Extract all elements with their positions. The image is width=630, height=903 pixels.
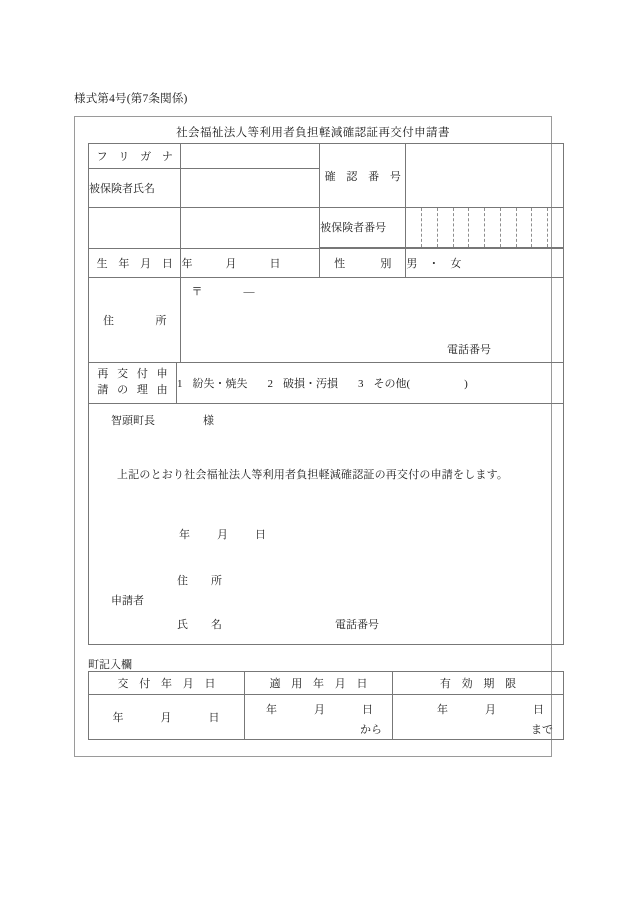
insured-number-digit-cell[interactable] (548, 208, 563, 247)
town-section-label: 町記入欄 (88, 659, 132, 671)
birthdate-value: 年 月 日 (181, 258, 281, 270)
apply-date-value: 年 月 日 (266, 704, 374, 716)
reason-option-1-label[interactable]: 紛失・焼失 (192, 378, 248, 390)
reason-label-line1: 再 交 付 申 (97, 368, 171, 381)
reason-label-line2: 請 の 理 由 (97, 384, 171, 396)
table-row (89, 363, 564, 404)
insured-number-digit-cell[interactable] (485, 208, 501, 247)
addressee-name: 智頭町長 (111, 415, 155, 427)
applicant-phone-label: 電話番号 (335, 619, 379, 631)
addressee-honorific: 様 (203, 415, 214, 427)
declaration-body-cell (89, 404, 564, 645)
gender-label (320, 255, 405, 271)
reason-option-1-number: 1 (177, 378, 183, 390)
postal-mark-icon: 〒 (191, 286, 204, 298)
furigana-label-cell (89, 144, 181, 169)
gender-options: 男 ・ 女 (406, 258, 462, 270)
confirmation-number-input-cell[interactable] (406, 144, 564, 208)
reason-options-cell[interactable] (177, 363, 564, 404)
applicant-address-row[interactable] (111, 572, 531, 594)
table-row (89, 144, 564, 169)
apply-date-header: 適 用 年 月 日 (269, 678, 372, 690)
address-label-left: 住 (103, 315, 114, 327)
addressee-line (111, 412, 214, 428)
insured-number-digit-cell[interactable] (517, 208, 533, 247)
table-row (89, 672, 564, 695)
insured-number-digit-cell[interactable] (438, 208, 454, 247)
address-label (89, 312, 180, 328)
insured-number-digit-cell[interactable] (501, 208, 517, 247)
insured-number-digit-cell[interactable] (454, 208, 470, 247)
expiry-date-header-cell (393, 672, 564, 695)
declaration-date-month: 月 (217, 529, 229, 541)
expiry-date-value: 年 月 日 (437, 704, 545, 716)
birthdate-label-cell (89, 249, 181, 278)
address-label-cell (89, 278, 181, 363)
reason-label-cell (89, 363, 177, 404)
insured-number-input-cell[interactable] (406, 208, 564, 248)
applicant-identity-table (88, 143, 564, 363)
town-use-table (88, 671, 564, 740)
table-row (89, 404, 564, 645)
address-input-cell[interactable] (181, 278, 564, 363)
reason-option-3-label[interactable]: その他( (373, 378, 411, 390)
gender-label-right: 別 (380, 258, 392, 270)
reason-option-3-number: 3 (358, 378, 364, 390)
reason-option-3-close: ) (464, 378, 468, 390)
issue-date-header: 交 付 年 月 日 (117, 678, 220, 690)
insured-name-value-cell[interactable] (181, 208, 320, 249)
insured-number-label-cell (320, 208, 406, 248)
declaration-date-day: 日 (255, 529, 267, 541)
gender-label-cell (320, 249, 406, 278)
reason-and-declaration-table (88, 362, 564, 645)
reason-option-2-number: 2 (267, 378, 273, 390)
gender-label-left: 性 (334, 258, 346, 270)
apply-date-value-cell[interactable] (245, 695, 393, 740)
birthdate-input-cell[interactable] (181, 249, 320, 278)
document-title: 社会福祉法人等利用者負担軽減確認証再交付申請書 (176, 127, 450, 139)
furigana-label: フ リ ガ ナ (96, 151, 177, 163)
insured-number-digit-cell[interactable] (469, 208, 485, 247)
confirmation-number-label-cell (320, 144, 406, 208)
form-outer-frame (74, 116, 552, 757)
insured-number-digit-cell[interactable] (422, 208, 438, 247)
insured-name-spacer-cell (89, 208, 181, 249)
form-number: 様式第4号(第7条関係) (74, 93, 188, 105)
table-row (89, 278, 564, 363)
furigana-input-cell[interactable] (181, 144, 320, 169)
issue-date-header-cell (89, 672, 245, 695)
table-row (89, 208, 564, 248)
applicant-block (111, 572, 531, 638)
postal-dash: — (243, 286, 256, 298)
reason-option-2-label[interactable]: 破損・汚損 (283, 378, 338, 390)
issue-date-value: 年 月 日 (112, 712, 221, 724)
address-label-right: 所 (155, 315, 167, 327)
postal-code-field[interactable] (191, 283, 255, 299)
apply-date-suffix: から (360, 724, 382, 736)
table-row (89, 249, 564, 278)
applicant-name-label: 氏 名 (177, 619, 228, 631)
insured-number-digit-cell[interactable] (532, 208, 548, 247)
applicant-label: 申請者 (111, 595, 144, 607)
insured-number-label: 被保険者番号 (320, 222, 387, 235)
expiry-date-header: 有 効 期 限 (439, 678, 521, 690)
insured-name-label: 被保険者氏名 (89, 183, 155, 195)
declaration-date-line[interactable] (179, 526, 267, 542)
applicant-spacer-row (111, 594, 531, 616)
address-phone-label: 電話番号 (447, 344, 491, 356)
expiry-date-suffix: まで (531, 724, 553, 736)
insured-number-box-group[interactable] (406, 208, 563, 247)
insured-name-input-cell[interactable] (181, 169, 320, 208)
expiry-date-value-cell[interactable] (393, 695, 564, 740)
insured-name-label-cell (89, 169, 181, 208)
gender-options-cell[interactable] (406, 249, 564, 278)
applicant-name-row[interactable] (111, 616, 531, 638)
insured-number-digit-cell[interactable] (406, 208, 422, 247)
declaration-statement: 上記のとおり社会福祉法人等利用者負担軽減確認証の再交付の申請をします。 (117, 469, 509, 481)
applicant-address-label: 住 所 (177, 575, 228, 587)
issue-date-value-cell[interactable] (89, 695, 245, 740)
confirmation-number-label: 確 認 番 号 (324, 170, 405, 183)
table-row (89, 695, 564, 740)
declaration-date-year: 年 (179, 529, 191, 541)
apply-date-header-cell (245, 672, 393, 695)
birthdate-label: 生 年 月 日 (96, 258, 177, 270)
